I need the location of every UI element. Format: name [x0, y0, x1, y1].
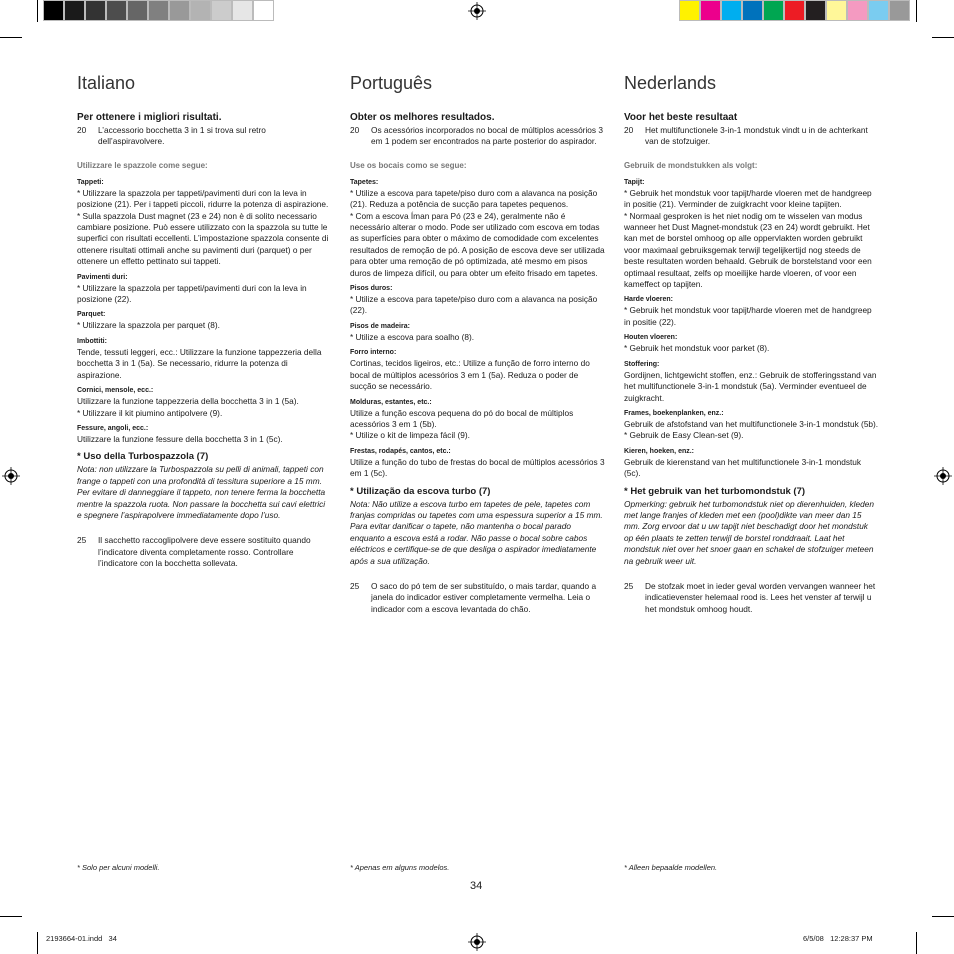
numbered-item — [77, 535, 332, 569]
registration-mark-icon — [934, 467, 952, 485]
color-swatch — [742, 0, 763, 21]
gray-swatch — [148, 0, 169, 21]
crop-mark — [932, 37, 954, 38]
page-number: 34 — [470, 880, 483, 892]
subsection-heading: Imbottiti: — [77, 337, 107, 345]
subsection-heading: Tapetes: — [350, 178, 379, 186]
subsection-heading: Tapijt: — [624, 178, 645, 186]
gray-swatch — [232, 0, 253, 21]
color-swatch — [889, 0, 910, 21]
usage-heading: Utilizzare le spazzole come segue: — [77, 160, 208, 170]
item-text: De stofzak moet in ieder geval worden vervangen wanneer het indicatievenster helemaal rood is. Lees het venster af terwijl u het mondstuk omhoog houdt. — [645, 580, 876, 614]
gray-swatch — [211, 0, 232, 21]
section-title: Voor het beste resultaat — [624, 112, 738, 123]
subsection-text: * Gebruik het mondstuk voor tapijt/harde vloeren met de handgreep in positie (21). Verminder de zuigkracht voor kleine tapijten. * Normaal gesproken is het niet nodig om te wisselen van modus wanneer het Dust Magnet-mondstuk (23 en 24) wordt gebruikt. Het kan met de borstel omhoog op alle oppervlakten worden gebruikt voor maximaal gebruiksgemak terwijl tegelijkertijd nog steeds de beste resultaten worden behaald. Gebruik de borstelstand voor een optimaal resultaat, zelfs op moeilijke harde vloeren, of voor een kameffect op tapijten. — [624, 187, 872, 290]
crop-mark — [0, 916, 22, 917]
gray-swatch — [106, 0, 127, 21]
numbered-item — [624, 125, 879, 148]
numbered-item — [624, 581, 879, 615]
item-text: L’accessorio bocchetta 3 in 1 si trova sul retro dell’aspiravolvere. — [98, 125, 266, 147]
section-title: Per ottenere i migliori risultati. — [77, 112, 222, 123]
gray-swatch — [253, 0, 274, 21]
item-text: O saco do pó tem de ser substituído, o mais tardar, quando a janela do indicador estiver completamente vermelha. Leia o indicador com a escova levantada do chão. — [371, 580, 597, 614]
footnote: * Solo per alcuni modelli. — [77, 863, 160, 872]
subsection-heading: Parquet: — [77, 311, 106, 319]
item-number: 25 — [350, 580, 360, 591]
subsection-text: * Utilizzare la spazzola per tappeti/pavimenti duri con la leva in posizione (22). — [77, 282, 307, 305]
crop-mark — [0, 37, 22, 38]
color-swatch — [847, 0, 868, 21]
item-text: Os acessórios incorporados no bocal de múltiplos acessórios 3 em 1 podem ser encontrados na parte posterior do aspirador. — [371, 125, 603, 147]
subsection-text: Cortinas, tecidos ligeiros, etc.: Utilize a função de forro interno do bocal de múltiplos acessórios 3 em 1 (5a). Reduza o poder de sucção se necessário. — [350, 358, 590, 392]
subsection-text: Utilizzare la funzione tappezzeria della bocchetta 3 in 1 (5a). * Utilizzare il kit piumino antipolvere (9). — [77, 396, 299, 418]
item-text: Het multifunctionele 3-in-1 mondstuk vindt u in de achterkant van de stofzuiger. — [645, 125, 868, 147]
subsection-heading: Houten vloeren: — [624, 334, 678, 342]
column-title: Português — [350, 73, 433, 93]
subsection-heading: Molduras, estantes, etc.: — [350, 398, 432, 406]
subsection-text: Gordijnen, lichtgewicht stoffen, enz.: Gebruik de stofferingsstand van het multifunctionele 3-in-1 mondstuk (5a). Verminder eventueel de zuigkracht. — [624, 369, 877, 403]
registration-mark-icon — [468, 2, 486, 20]
subsection-heading: Pavimenti duri: — [77, 273, 128, 281]
color-swatch — [700, 0, 721, 21]
gray-swatch — [169, 0, 190, 21]
subsection-heading: Fessure, angoli, ecc.: — [77, 424, 149, 432]
gray-swatch — [127, 0, 148, 21]
subsection-text: * Utilize a escova para soalho (8). — [350, 331, 475, 342]
numbered-item — [350, 581, 605, 615]
subsection-heading: Stoffering: — [624, 360, 660, 368]
usage-heading: Gebruik de mondstukken als volgt: — [624, 160, 758, 170]
column-italiano — [77, 72, 332, 576]
color-swatch — [805, 0, 826, 21]
footnote: * Apenas em alguns modelos. — [350, 863, 450, 872]
crop-mark — [916, 932, 917, 954]
subsection-heading: Pisos de madeira: — [350, 322, 410, 330]
item-number: 20 — [77, 125, 87, 135]
usage-heading: Use os bocais como se segue: — [350, 160, 467, 170]
item-number: 25 — [77, 535, 87, 546]
subsection-text: Utilize a função escova pequena do pó do bocal de múltiplos acessórios 3 em 1 (5b). * Utilize o kit de limpeza fácil (9). — [350, 407, 574, 441]
subsection-text: Gebruik de afstofstand van het multifunctionele 3-in-1 mondstuk (5b). * Gebruik de Easy Clean-set (9). — [624, 418, 879, 441]
crop-mark — [37, 932, 38, 954]
subsection-text: * Gebruik het mondstuk voor parket (8). — [624, 343, 770, 354]
item-number: 20 — [624, 125, 634, 135]
color-swatch — [826, 0, 847, 21]
item-number: 20 — [350, 125, 360, 135]
color-swatch — [784, 0, 805, 21]
gray-swatch — [64, 0, 85, 21]
crop-mark — [37, 0, 38, 22]
crop-mark — [932, 916, 954, 917]
turbo-brush-title: * Utilização da escova turbo (7) — [350, 485, 491, 497]
turbo-brush-note: Nota: non utilizzare la Turbospazzola su pelli di animali, tappeti con frange o tappeti con una profondità di tessitura superiore a 15 mm. Per evitare di danneggiare il tappeto, non tenere ferma la bocchetta mentre la spazzola ruota. Non passare la bocchetta sui cavi elettrici e spegnere l’aspirapolvere immediatamente dopo l’uso. — [77, 464, 326, 520]
subsection-text: * Utilizzare la spazzola per tappeti/pavimenti duri con la leva in posizione (21). Per i tappeti piccoli, ridurre la potenza di aspirazione. * Sulla spazzola Dust magnet (23 e 24) non è di solito necessario cambiare posizione. Può essere utilizzato con la spazzola su tutte le superfici con risultati eccellenti. L’impostazione spazzola consente di ottenere risultati ottimali anche su pavimenti duri (parquet) o per ottenere un effetto pettinato sui tappeti. — [77, 187, 329, 267]
crop-mark — [916, 0, 917, 22]
item-text: Il sacchetto raccoglipolvere deve essere sostituito quando l’indicatore diventa completamente rosso. Controllare l’indicatore con la bocchetta sollevata. — [98, 535, 311, 569]
footnote: * Alleen bepaalde modellen. — [624, 863, 718, 872]
slug-date: 6/5/08 12:28:37 PM — [803, 934, 873, 943]
color-bar — [679, 0, 910, 21]
gray-swatch — [43, 0, 64, 21]
gray-swatch — [190, 0, 211, 21]
turbo-brush-title: * Uso della Turbospazzola (7) — [77, 451, 209, 463]
subsection-heading: Harde vloeren: — [624, 296, 674, 304]
column-title: Nederlands — [624, 73, 717, 93]
subsection-text: Gebruik de kierenstand van het multifunctionele 3-in-1 mondstuk (5c). — [624, 456, 862, 479]
subsection-text: Utilize a função do tubo de frestas do bocal de múltiplos acessórios 3 em 1 (5c). — [350, 456, 605, 479]
column-portugues — [350, 72, 605, 621]
turbo-brush-title: * Het gebruik van het turbomondstuk (7) — [624, 485, 806, 497]
subsection-text: * Gebruik het mondstuk voor tapijt/harde vloeren met de handgreep in positie (22). — [624, 305, 872, 327]
subsection-text: * Utilizzare la spazzola per parquet (8). — [77, 320, 220, 331]
color-swatch — [763, 0, 784, 21]
subsection-heading: Cornici, mensole, ecc.: — [77, 387, 154, 395]
grayscale-bar — [43, 0, 274, 21]
color-swatch — [868, 0, 889, 21]
subsection-heading: Frames, boekenplanken, enz.: — [624, 409, 724, 417]
color-swatch — [679, 0, 700, 21]
registration-mark-icon — [2, 467, 20, 485]
subsection-text: Utilizzare la funzione fessure della bocchetta 3 in 1 (5c). — [77, 433, 283, 444]
subsection-heading: Frestas, rodapés, cantos, etc.: — [350, 447, 451, 455]
slug-file: 2193664-01.indd 34 — [46, 934, 117, 943]
subsection-text: Tende, tessuti leggeri, ecc.: Utilizzare la funzione tappezzeria della bocchetta 3 in 1 (5a). Se necessario, ridurre la potenza di aspirazione. — [77, 346, 322, 380]
column-title: Italiano — [77, 73, 136, 93]
subsection-heading: Kieren, hoeken, enz.: — [624, 447, 695, 455]
subsection-heading: Pisos duros: — [350, 285, 393, 293]
registration-mark-icon — [468, 933, 486, 951]
section-title: Obter os melhores resultados. — [350, 112, 495, 123]
subsection-heading: Forro interno: — [350, 349, 397, 357]
color-swatch — [721, 0, 742, 21]
subsection-text: * Utilize a escova para tapete/piso duro com a alavanca na posição (21). Reduza a potência de sucção para tapetes pequenos. * Com a escova Íman para Pó (23 e 24), geralmente não é necessário alterar o modo. Pode ser utilizado com escova em todas as superfícies para obter o máximo de comodidade com excelentes resultados de remoção de pó. A posição de escova deve ser utilizada para obter uma remoção de pó optimizada, até mesmo em pisos duros de limpeza difícil, ou para obter um efeito frisado em tapetes. — [350, 187, 605, 278]
turbo-brush-note: Opmerking: gebruik het turbomondstuk niet op dierenhuiden, kleden met lange franjes of kleden met een (pool)dikte van meer dan 15 mm. Zorg ervoor dat u uw tapijt niet beschadigt door het mondstuk op één plaats te zetten terwijl de borstel ronddraait. Laat het mondstuk niet over het snoer gaan en schakel de stofzuiger meteen na gebruik weer uit. — [624, 498, 874, 566]
subsection-heading: Tappeti: — [77, 178, 104, 186]
subsection-text: * Utilize a escova para tapete/piso duro com a alavanca na posição (22). — [350, 294, 598, 316]
item-number: 25 — [624, 580, 634, 591]
gray-swatch — [85, 0, 106, 21]
column-nederlands — [624, 72, 879, 621]
numbered-item — [77, 125, 332, 148]
turbo-brush-note: Nota: Não utilize a escova turbo em tapetes de pele, tapetes com franjas compridas ou tapetes com uma espessura superior a 15 mm. Para evitar danificar o tapete, não mantenha o bocal parado enquanto a escova está a rodar. Não passe o bocal sobre cabos eléctricos e certifique-se de que desliga o aspirador imediatamente após a sua utilização. — [350, 498, 603, 566]
numbered-item — [350, 125, 605, 148]
